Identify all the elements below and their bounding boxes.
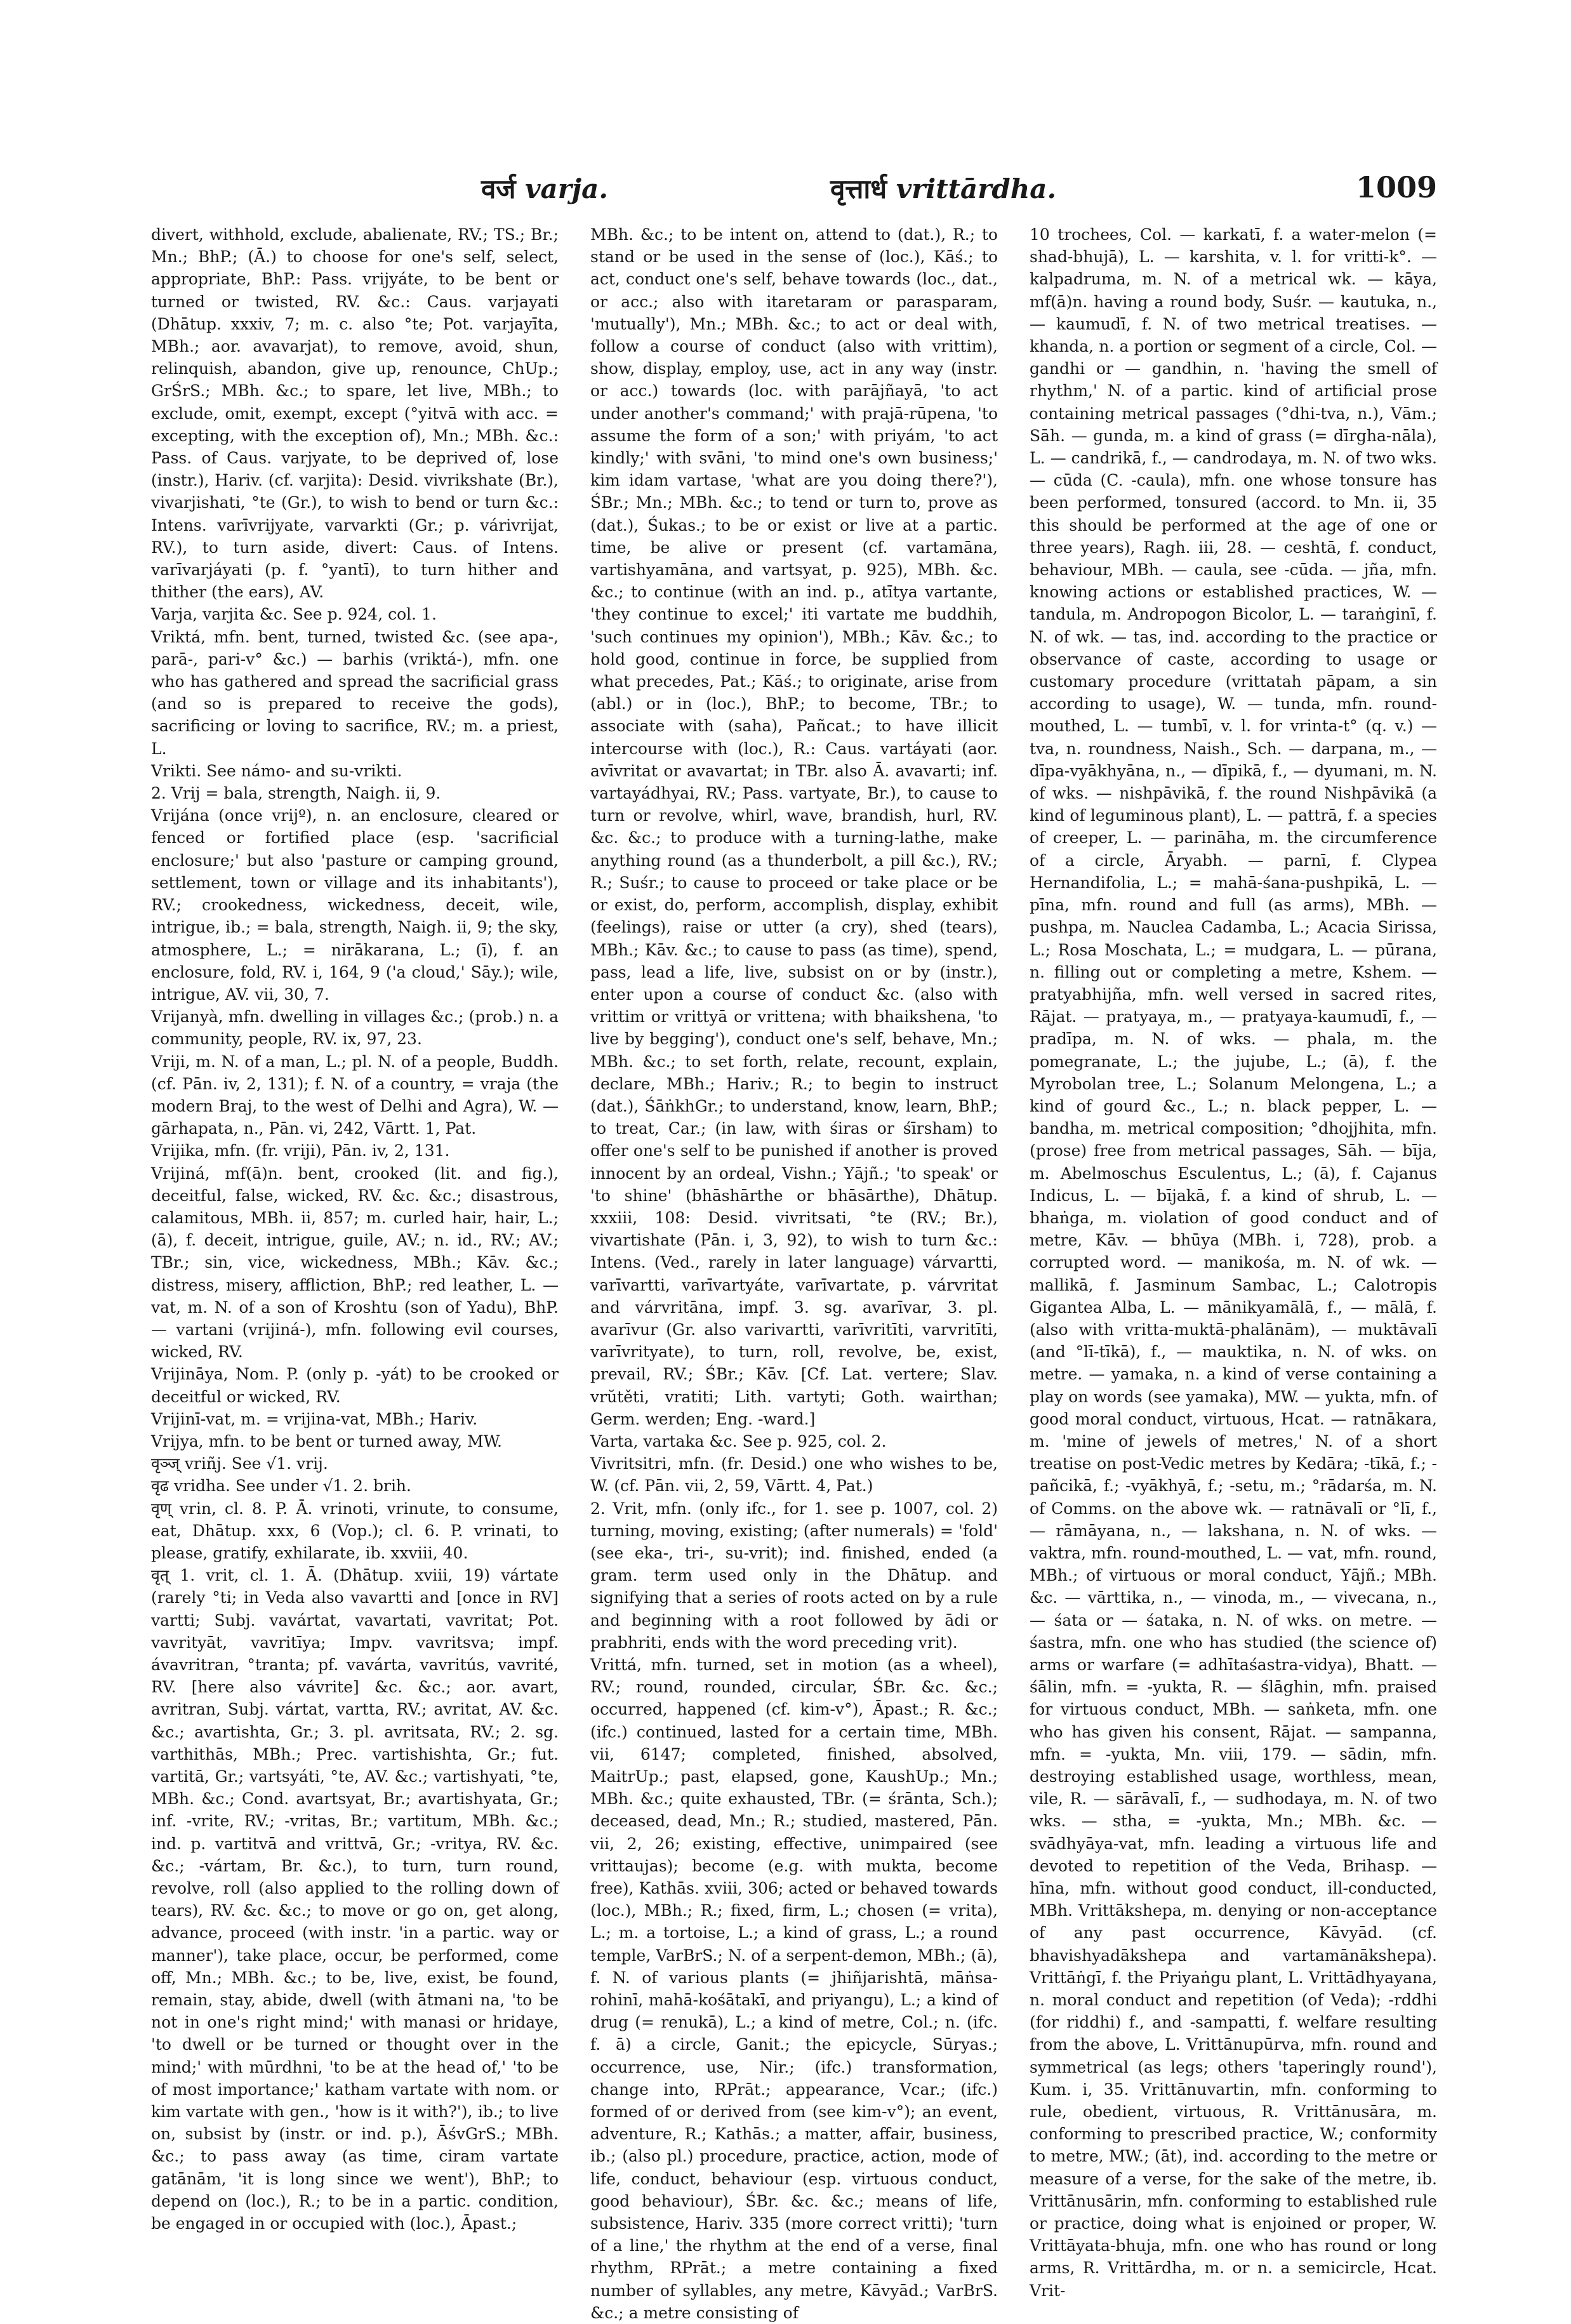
right-running-head xyxy=(830,170,1056,206)
dictionary-entry: Vrikti. See námo- and su-vrikti. xyxy=(151,761,402,780)
page-number: 1009 xyxy=(1355,170,1437,204)
right-head-devanagari: वृत्तार्ध xyxy=(830,173,887,204)
dictionary-entry: Vrijināya, Nom. P. (only p. -yát) to be crooked or deceitful or wicked, RV. xyxy=(151,1365,559,1406)
dictionary-entry: Vrijiná, mf(ā)n. bent, crooked (lit. and fig.), deceitful, false, wicked, RV. &c. &c.; disastrous, calamitous, MBh. ii, 857; m. curled hair, hair, L.; (ā), f. deceit, intrigue, guile, AV.; n. id., RV.; AV.; TBr.; sin, vice, wickedness, MBh.; Kāv. &c.; distress, misery, affliction, BhP.; red leather, L. — vat, m. N. of a son of Kroshtu (son of Yadu), BhP. — vartani (vrijiná-), mfn. following evil courses, wicked, RV. xyxy=(151,1164,559,1362)
dictionary-entry: Varja, varjita &c. See p. 924, col. 1. xyxy=(151,605,437,624)
dictionary-entry: Vrijika, mfn. (fr. vriji), Pān. iv, 2, 131. xyxy=(151,1141,450,1160)
dictionary-entry: Vriktá, mfn. bent, turned, twisted &c. (see apa-, parā-, pari-v° &c.) — barhis (vriktá-), mfn. one who has gathered and spread the sacrificial grass (and so is prepared to receive the gods), sacrificing or loving to sacrifice, RV.; m. a priest, L. xyxy=(151,627,559,758)
dictionary-entry: वृत् 1. vrit, cl. 1. Ā. (Dhātup. xviii, 19) vártate (rarely °ti; in Veda also vavartti and [once in RV] vartti; Subj. vavártat, vavartati, vavritat; Pot. vavrityāt, vavritīya; Impv. vavritsva; impf. ávavritran, °tranta; pf. vavárta, vavritús, vavrité, RV. [here also vávrite] &c. &c.; aor. avart, avritran, Subj. vártat, vartta, RV.; avritat, AV. &c. &c.; avartishta, Gr.; 3. pl. avritsata, RV.; 2. sg. varthithās, MBh.; Prec. vartishishta, Gr.; fut. vartitā, Gr.; vartsyáti, °te, AV. &c.; vartishyati, °te, MBh. &c.; Cond. avartsyat, Br.; avartishyata, Gr.; inf. -vrite, RV.; -vritas, Br.; vartitum, MBh. &c.; ind. p. vartitvā and vrittvā, Gr.; -vritya, RV. &c. &c.; -vártam, Br. &c.), to turn, turn round, revolve, roll (also applied to the rolling down of tears), RV. &c. &c.; to move or go on, get along, advance, proceed (with instr. 'in a partic. way or manner'), take place, occur, be performed, come off, Mn.; MBh. &c.; to be, live, exist, be found, remain, stay, abide, dwell (with ātmani na, 'to be not in one's right mind;' with manasi or hridaye, 'to dwell or be turned or thought over in the mind;' with mūrdhni, 'to be at the head of,' 'to be of most importance;' katham vartate with nom. or kim vartate with gen., 'how is it with?'), ib.; to live on, subsist by (instr. or ind. p.), ĀśvGrS.; MBh. &c.; to pass away (as time, ciram vartate gatānām, 'it is long since we went'), BhP.; to depend on (loc.), R.; to be in a partic. condition, be engaged in or occupied with (loc.), Āpast.; xyxy=(151,1566,559,2233)
dictionary-entry: वृढ vridha. See under √1. 2. brih. xyxy=(151,1477,411,1496)
dictionary-entry: divert, withhold, exclude, abalienate, RV.; TS.; Br.; Mn.; BhP.; (Ā.) to choose for one's self, select, appropriate, BhP.: Pass. vrijyáte, to be bent or turned or twisted, RV. &c.: Caus. varjayati (Dhātup. xxxiv, 7; m. c. also °te; Pot. varjayīta, MBh.; aor. avavarjat), to remove, avoid, shun, relinquish, abandon, give up, renounce, ChUp.; GrŚrS.; MBh. &c.; to spare, let live, MBh.; to exclude, omit, exempt, except (°yitvā with acc. = excepting, with the exception of), Mn.; MBh. &c.: Pass. of Caus. varjyate, to be deprived of, lose (instr.), Hariv. (cf. varjita): Desid. vivrikshate (Br.), vivarjishati, °te (Gr.), to wish to bend or turn &c.: Intens. varīvrijyate, varvarkti (Gr.; p. várivrijat, RV.), to turn aside, divert: Caus. of Intens. varīvarjáyati (p. f. °yantī), to turn hither and thither (the ears), AV. xyxy=(151,225,559,602)
dictionary-entry: 10 trochees, Col. — karkatī, f. a water-melon (= shad-bhujā), L. — karshita, v. l. for vritti-k°. — kalpadruma, m. N. of a metrical wk. — kāya, mf(ā)n. having a round body, Suśr. — kautuka, n., — kaumudī, f. N. of two metrical treatises. — khanda, n. a portion or segment of a circle, Col. — gandhi or — gandhin, n. 'having the smell of rhythm,' N. of a partic. kind of artificial prose containing metrical passages (°dhi-tva, n.), Vām.; Sāh. — gunda, m. a kind of grass (= dīrgha-nāla), L. — candrikā, f., — candrodaya, m. N. of two wks. — cūda (C. -caula), mfn. one whose tonsure has been performed, tonsured (accord. to Mn. ii, 35 this should be performed at the age of one or three years), Ragh. iii, 28. — ceshtā, f. conduct, behaviour, MBh. — caula, see -cūda. — jña, mfn. knowing actions or established practices, W. — tandula, m. Andropogon Bicolor, L. — taraṅginī, f. N. of wk. — tas, ind. according to the practice or observance of caste, according to usage or customary procedure (vrittatah pāpam, a sin according to usage), W. — tunda, mfn. round-mouthed, L. — tumbī, v. l. for vrinta-t° (q. v.) — tva, n. roundness, Naish., Sch. — darpana, m., — dīpa-vyākhyāna, n., — dīpikā, f., — dyumani, m. N. of wks. — nishpāvikā, f. the round Nishpāvikā (a kind of leguminous plant), L. — pattrā, f. a species of creeper, L. — parināha, m. the circumference of a circle, Āryabh. — parnī, f. Clypea Hernandifolia, L.; = mahā-śana-pushpikā, L. — pīna, mfn. round and full (as arms), MBh. — pushpa, m. Nauclea Cadamba, L.; Acacia Sirissa, L.; Rosa Moschata, L.; = mudgara, L. — pūrana, n. filling out or completing a metre, Kshem. — pratyabhijña, mfn. well versed in sacred rites, Rājat. — pratyaya, m., — pratyaya-kaumudī, f., — pradīpa, m. N. of wks. — phala, m. the pomegranate, L.; the jujube, L.; (ā), f. the Myrobolan tree, L.; Solanum Melongena, L.; a kind of gourd &c., L.; n. black pepper, L. — bandha, m. metrical composition; °dhojjhita, mfn. (prose) free from metrical passages, Sāh. — bīja, m. Abelmoschus Esculentus, L.; (ā), f. Cajanus Indicus, L. — bījakā, f. a kind of shrub, L. — bhaṅga, m. violation of good conduct and of metre, Kāv. — bhūya (MBh. i, 728), prob. a corrupted word. — manikośa, m. N. of wk. — mallikā, f. Jasminum Sambac, L.; Calotropis Gigantea Alba, L. — mānikyamālā, f., — mālā, f. (also with vritta-muktā-phalānām), — muktāvalī (and °lī-tīkā), f., — mauktika, n. N. of wks. on metre. — yamaka, n. a kind of verse containing a play on words (see yamaka), MW. — yukta, mfn. of good moral conduct, virtuous, Hcat. — ratnākara, m. 'mine of jewels of metres,' N. of a short treatise on post-Vedic metres by Kedāra; -tīkā, f.; -pañcikā, f.; -vyākhyā, f.; -setu, m.; °rādarśa, m. N. of Comms. on the above wk. — ratnāvalī or °lī, f., — rāmāyana, n., — lakshana, n. N. of wks. — vaktra, mfn. round-mouthed, L. — vat, mfn. round, MBh.; of virtuous or moral conduct, Yājñ.; MBh. &c. — vārttika, n., — vinoda, m., — vivecana, n., — śata or — śataka, n. N. of wks. on metre. — śastra, mfn. one who has studied (the science of) arms or warfare (= adhītaśastra-vidya), Bhatt. — śālin, mfn. = -yukta, R. — ślāghin, mfn. praised for virtuous conduct, MBh. — saṅketa, mfn. one who has given his consent, Rājat. — sampanna, mfn. = -yukta, Mn. viii, 179. — sādin, mfn. destroying established usage, worthless, mean, vile, R. — sārāvalī, f., — sudhodaya, m. N. of two wks. — stha, = -yukta, Mn.; MBh. &c. — svādhyāya-vat, mfn. leading a virtuous life and devoted to repetition of the Veda, Brihasp. — hīna, mfn. without good conduct, ill-conducted, MBh. Vrittākshepa, m. denying or non-acceptance of any past occurrence, Kāvyād. (cf. bhavishyadākshepa and vartamānākshepa). Vrittāṅgī, f. the Priyaṅgu plant, L. Vrittādhyayana, n. moral conduct and repetition (of Veda); -rddhi (for riddhi) f., and -sampatti, f. welfare resulting from the above, L. Vrittānupūrva, mfn. round and symmetrical (as legs; others 'taperingly round'), Kum. i, 35. Vrittānuvartin, mfn. conforming to rule, obedient, virtuous, R. Vrittānusāra, m. conforming to prescribed practice, W.; conformity to metre, MW.; (āt), ind. according to the metre or measure of a verse, for the sake of the metre, ib. Vrittānusārin, mfn. conforming to established rule or practice, doing what is enjoined or proper, W. Vrittāyata-bhuja, mfn. one who has round or long arms, R. Vrittārdha, m. or n. a semicircle, Hcat. Vrit- xyxy=(1030,225,1437,2300)
dictionary-entry: Vrittá, mfn. turned, set in motion (as a wheel), RV.; round, rounded, circular, ŚBr. &c. &c.; occurred, happened (cf. kim-v°), Āpast.; R. &c.; (ifc.) continued, lasted for a certain time, MBh. vii, 6147; completed, finished, absolved, MaitrUp.; past, elapsed, gone, KaushUp.; Mn.; MBh. &c.; quite exhausted, TBr. (= śrānta, Sch.); deceased, dead, Mn.; R.; studied, mastered, Pān. vii, 2, 26; existing, effective, unimpaired (see vrittaujas); become (e.g. with mukta, become free), Kathās. xviii, 306; acted or behaved towards (loc.), MBh.; R.; fixed, firm, L.; chosen (= vrita), L.; m. a tortoise, L.; a kind of grass, L.; a round temple, VarBrS.; N. of a serpent-demon, MBh.; (ā), f. N. of various plants (= jhiñjarishtā, māṅsa-rohinī, mahā-kośātakī, and priyangu), L.; a kind of drug (= renukā), L.; a kind of metre, Col.; n. (ifc. f. ā) a circle, Ganit.; the epicycle, Sūryas.; occurrence, use, Nir.; (ifc.) transformation, change into, RPrāt.; appearance, Vcar.; (ifc.) formed of or derived from (see kim-v°); an event, adventure, R.; Kathās.; a matter, affair, business, ib.; (also pl.) procedure, practice, action, mode of life, conduct, behaviour (esp. virtuous conduct, good behaviour), ŚBr. &c. &c.; means of life, subsistence, Hariv. 335 (more correct vritti); 'turn of a line,' the rhythm at the end of a verse, final rhythm, RPrāt.; a metre containing a fixed number of syllables, any metre, Kāvyād.; VarBrS. &c.; a metre consisting of xyxy=(590,1656,998,2322)
dictionary-entry: Vriji, m. N. of a man, L.; pl. N. of a people, Buddh. (cf. Pān. iv, 2, 131); f. N. of a country, = vraja (the modern Braj, to the west of Delhi and Agra), W. — gārhapata, n., Pān. vi, 242, Vārtt. 1, Pat. xyxy=(151,1052,559,1138)
dictionary-entry: Vivritsitri, mfn. (fr. Desid.) one who wishes to be, W. (cf. Pān. vii, 2, 59, Vārtt. 4, Pat.) xyxy=(590,1454,998,1496)
dictionary-entry: Vrijya, mfn. to be bent or turned away, MW. xyxy=(151,1431,502,1451)
dictionary-entry: Vrijinī-vat, m. = vrijina-vat, MBh.; Hariv. xyxy=(151,1409,478,1428)
column-3 xyxy=(1030,223,1437,2300)
dictionary-entry: वृण् vrin, cl. 8. P. Ā. vrinoti, vrinute, to consume, eat, Dhātup. xxx, 6 (Vop.); cl. 6. P. vrinati, to please, gratify, exhilarate, ib. xxviii, 40. xyxy=(151,1499,559,1562)
text-columns xyxy=(151,223,1437,2322)
dictionary-entry: वृञ्ज् vriñj. See √1. vrij. xyxy=(151,1454,328,1473)
dictionary-entry: Vrijanyà, mfn. dwelling in villages &c.; (prob.) n. a community, people, RV. ix, 97, 23. xyxy=(151,1007,559,1049)
page-header xyxy=(151,170,1437,215)
left-head-word: varja. xyxy=(525,173,608,204)
left-running-head xyxy=(481,170,608,206)
left-head-devanagari: वर्ज xyxy=(481,173,516,204)
dictionary-entry: MBh. &c.; to be intent on, attend to (dat.), R.; to stand or be used in the sense of (loc.), Kāś.; to act, conduct one's self, behave towards (loc., dat., or acc.; also with itaretaram or parasparam, 'mutually'), Mn.; MBh. &c.; to act or deal with, follow a course of conduct (also with vrittim), show, display, employ, use, act in any way (instr. or acc.) towards (loc. with parājñayā, 'to act under another's command;' with prajā-rūpena, 'to assume the form of a son;' with priyám, 'to act kindly;' with svāni, 'to mind one's own business;' kim idam vartase, 'what are you doing there?'), ŚBr.; Mn.; MBh. &c.; to tend or turn to, prove as (dat.), Śukas.; to be or exist or live at a partic. time, be alive or present (cf. vartamāna, vartishyamāna, and vartsyat, p. 925), MBh. &c. &c.; to continue (with an ind. p., atītya vartante, 'they continue to excel;' iti vartate me buddhih, 'such continues my opinion'), MBh.; Kāv. &c.; to hold good, continue in force, be supplied from what precedes, Pat.; Kāś.; to originate, arise from (abl.) or in (loc.), BhP.; to become, TBr.; to associate with (saha), Pañcat.; to have illicit intercourse with (loc.), R.: Caus. vartáyati (aor. avīvritat or avavartat; in TBr. also Ā. avavarti; inf. vartayádhyai, RV.; Pass. vartyate, Br.), to cause to turn or revolve, whirl, wave, brandish, hurl, RV. &c. &c.; to produce with a turning-lathe, make anything round (as a thunderbolt, a pill &c.), RV.; R.; Suśr.; to cause to proceed or take place or be or exist, do, perform, accomplish, display, exhibit (feelings), raise or utter (a cry), shed (tears), MBh.; Kāv. &c.; to cause to pass (as time), spend, pass, lead a life, live, subsist on or by (instr.), enter upon a course of conduct &c. (also with vrittim or vrittyā or vrittena; with bhaikshena, 'to live by begging'), conduct one's self, behave, Mn.; MBh. &c.; to set forth, relate, recount, explain, declare, MBh.; Hariv.; R.; to begin to instruct (dat.), ŚāṅkhGr.; to understand, know, learn, BhP.; to treat, Car.; (in law, with śiras or śīrsham) to offer one's self to be punished if another is proved innocent by an ordeal, Vishn.; Yājñ.; 'to speak' or 'to shine' (bhāshārthe or bhāsārthe), Dhātup. xxxiii, 108: Desid. vivritsati, °te (RV.; Br.), vivartishate (Pān. i, 3, 92), to wish to turn &c.: Intens. (Ved., rarely in later language) várvartti, varīvartti, varīvartyáte, varīvartate, p. várvritat and várvritāna, impf. 3. sg. avarīvar, 3. pl. avarīvur (Gr. also varivartti, varīvritīti, varvritīti, varīvrityate), to turn, roll, revolve, be, exist, prevail, RV.; ŚBr.; Kāv. [Cf. Lat. vertere; Slav. vrŭtěti, vratiti; Lith. vartyti; Goth. wairthan; Germ. werden; Eng. -ward.] xyxy=(590,225,998,1428)
dictionary-entry: 2. Vrit, mfn. (only ifc., for 1. see p. 1007, col. 2) turning, moving, existing; (after numerals) = 'fold' (see eka-, tri-, su-vrit); ind. finished, ended (a gram. term used only in the Dhātup. and signifying that a series of roots acted on by a rule and beginning with a root followed by ādi or prabhriti, ends with the word preceding vrit). xyxy=(590,1499,998,1652)
right-head-word: vrittārdha. xyxy=(896,173,1057,204)
dictionary-entry: Vrijána (once vrijº), n. an enclosure, cleared or fenced or fortified place (esp. 'sacrificial enclosure;' but also 'pasture or camping ground, settlement, town or village and its inhabitants'), RV.; crookedness, wickedness, deceit, wile, intrigue, ib.; = bala, strength, Naigh. ii, 9; the sky, atmosphere, L.; = nirākarana, L.; (ī), f. an enclosure, fold, RV. i, 164, 9 ('a cloud,' Sāy.); wile, intrigue, AV. vii, 30, 7. xyxy=(151,806,559,1004)
column-1 xyxy=(151,223,559,2233)
column-2 xyxy=(590,223,998,2322)
dictionary-entry: 2. Vrij = bala, strength, Naigh. ii, 9. xyxy=(151,784,441,803)
dictionary-entry: Varta, vartaka &c. See p. 925, col. 2. xyxy=(590,1431,887,1451)
